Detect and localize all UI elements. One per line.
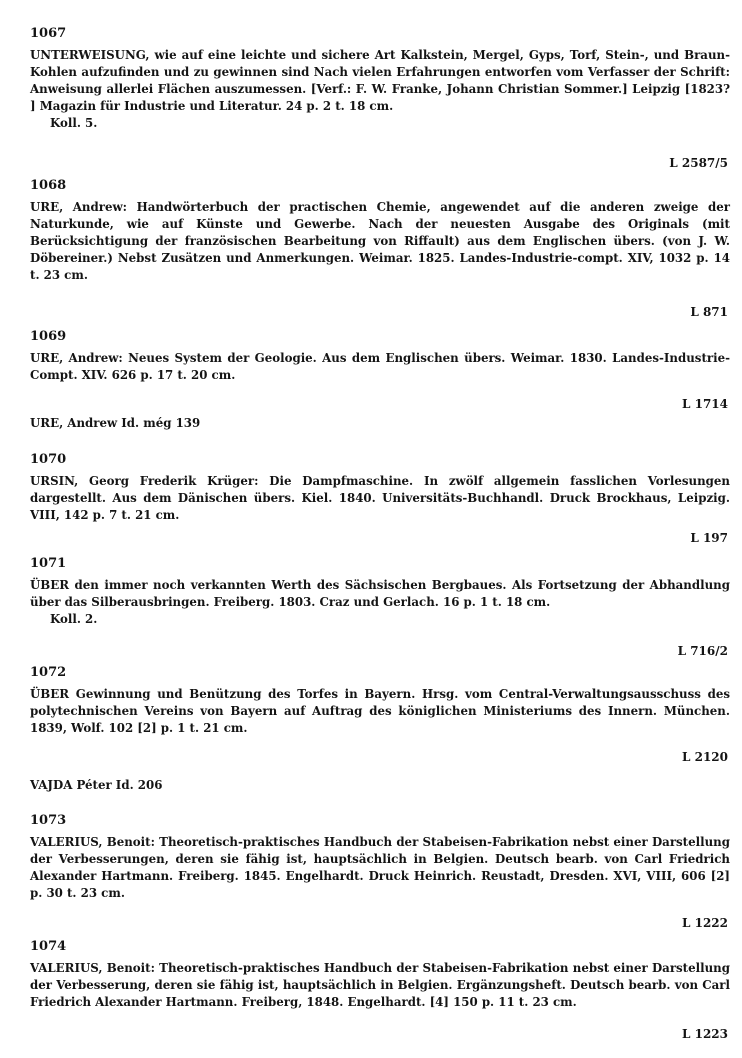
entry-number: 1074 (30, 939, 67, 954)
shelf-mark-1072: L 2120 (681, 750, 728, 764)
shelf-mark-1067: L 2587/5 (669, 156, 728, 170)
catalog-entry-1068 (30, 178, 730, 284)
catalog-entry-1074 (30, 939, 730, 1011)
catalog-entry-1071 (30, 556, 730, 628)
entry-number: 1067 (30, 26, 67, 41)
shelf-mark-1069: L 1714 (681, 397, 728, 411)
entry-description: ÜBER Gewinnung und Benützung des Torfes in Bayern. Hrsg. vom Central-Verwaltungsausschuss des polytechnischen Vereins von Bayern auf Auftrag des königlichen Ministeriums des Innern. München. 1839, Wolf. 102 [2] p. 1 t. 21 cm. (30, 687, 730, 735)
entry-description: URE, Andrew: Handwörterbuch der practischen Chemie, angewendet auf die anderen zweige der Naturkunde, wie auf Künste und Gewerbe. Nach der neuesten Ausgabe des Originals (mit Berücksichtigung der französischen Bearbeitung von Riffault) aus dem Englischen übers. (von J. W. Döbereiner.) Nebst Zusätzen und Anmerkungen. Weimar. 1825. Landes-Industrie-compt. XIV, 1032 p. 14 t. 23 cm. (30, 200, 730, 282)
catalog-entry-1070 (30, 452, 730, 524)
shelf-mark-1068: L 871 (690, 305, 728, 319)
entry-number: 1071 (30, 556, 67, 571)
entry-description: ÜBER den immer noch verkannten Werth des Sächsischen Bergbaues. Als Fortsetzung der Abhandlung über das Silberausbringen. Freiberg. 1803. Craz und Gerlach. 16 p. 1 t. 18 cm. (30, 578, 730, 609)
entry-number: 1070 (30, 452, 67, 467)
shelf-mark-1074: L 1223 (681, 1027, 728, 1041)
catalog-entry-1072 (30, 665, 730, 737)
entry-description: VALERIUS, Benoit: Theoretisch-praktisches Handbuch der Stabeisen-Fabrikation nebst einer Darstellung der Verbesserungen, deren sie fähig ist, hauptsächlich in Belgien. Deutsch bearb. von Carl Friedrich Alexander Hartmann. Freiberg. 1845. Engelhardt. Druck Heinrich. Reustadt, Dresden. XVI, VIII, 606 [2] p. 30 t. 23 cm. (30, 835, 730, 900)
shelf-mark-1073: L 1222 (681, 916, 728, 930)
catalog-entry-1073 (30, 813, 730, 902)
shelf-mark-1071: L 716/2 (677, 644, 728, 658)
cross-reference-vajda: VAJDA Péter Id. 206 (30, 778, 163, 792)
cross-reference-ure: URE, Andrew Id. még 139 (30, 416, 201, 430)
catalog-entry-1067 (30, 26, 730, 132)
entry-description: VALERIUS, Benoit: Theoretisch-praktisches Handbuch der Stabeisen-Fabrikation nebst einer Darstellung der Verbesserung, deren sie fähig ist, hauptsächlich in Belgien. Ergänzungsheft. Deutsch bearb. von Carl Friedrich Alexander Hartmann. Freiberg, 1848. Engelhardt. [4] 150 p. 11 t. 23 cm. (30, 961, 730, 1009)
entry-number: 1073 (30, 813, 67, 828)
catalog-entry-1069 (30, 329, 730, 384)
entry-collection-note: Koll. 5. (50, 116, 98, 130)
entry-number: 1068 (30, 178, 67, 193)
entry-description: UNTERWEISUNG, wie auf eine leichte und sichere Art Kalkstein, Mergel, Gyps, Torf, Stein-, und Braun-Kohlen aufzufinden und zu gewinnen sind Nach vielen Erfahrungen entworfen vom Verfasser der Schrift: Anweisung allerlei Flächen auszumessen. [Verf.: F. W. Franke, Johann Christian Sommer.] Leipzig [1823? ] Magazin für Industrie und Literatur. 24 p. 2 t. 18 cm. (30, 48, 730, 113)
entry-number: 1069 (30, 329, 67, 344)
entry-number: 1072 (30, 665, 67, 680)
entry-collection-note: Koll. 2. (50, 612, 98, 626)
entry-description: URE, Andrew: Neues System der Geologie. Aus dem Englischen übers. Weimar. 1830. Landes-Industrie-Compt. XIV. 626 p. 17 t. 20 cm. (30, 351, 730, 382)
entry-description: URSIN, Georg Frederik Krüger: Die Dampfmaschine. In zwölf allgemein fasslichen Vorlesungen dargestellt. Aus dem Dänischen übers. Kiel. 1840. Universitäts-Buchhandl. Druck Brockhaus, Leipzig. VIII, 142 p. 7 t. 21 cm. (30, 474, 730, 522)
shelf-mark-1070: L 197 (690, 531, 728, 545)
